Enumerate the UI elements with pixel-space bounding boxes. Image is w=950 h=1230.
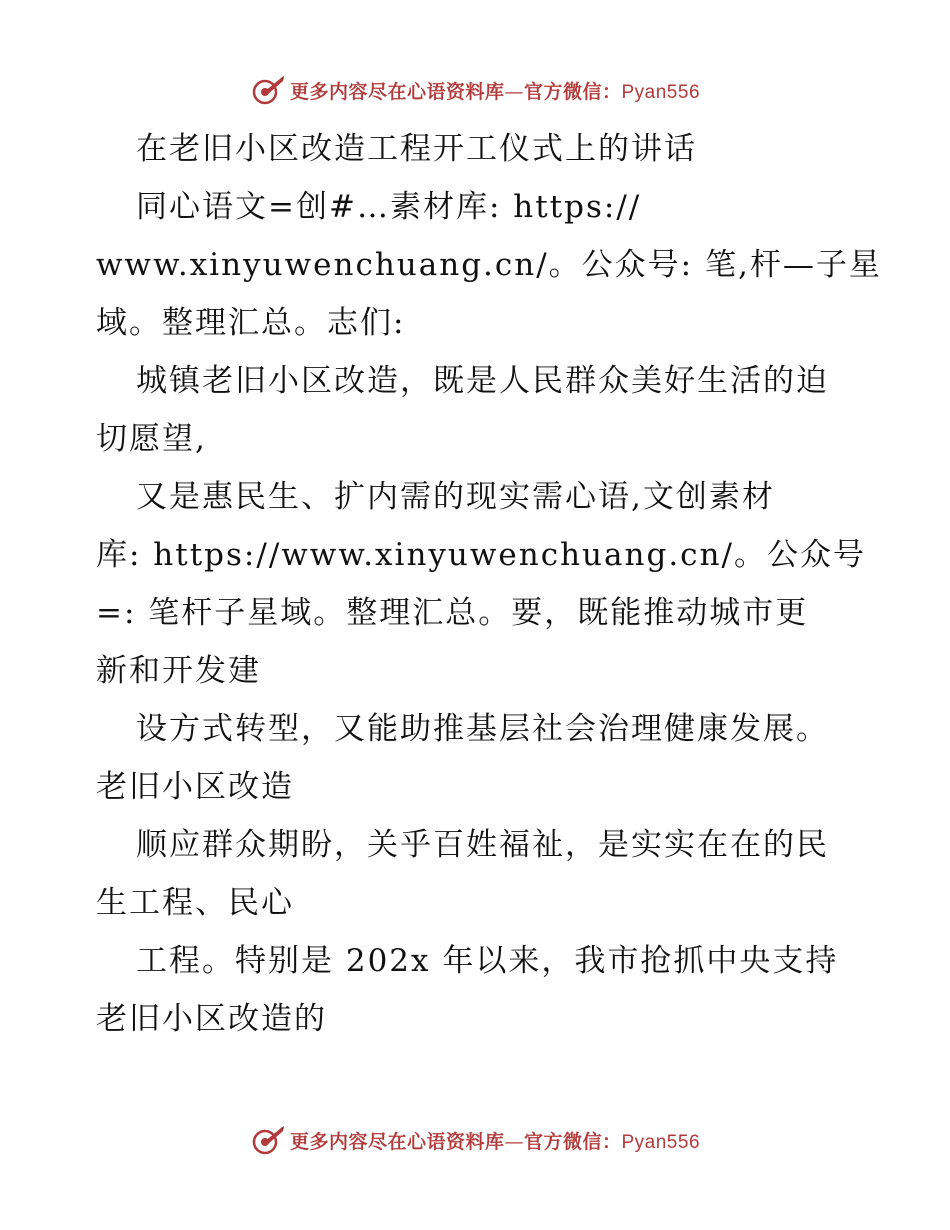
- banner-inner: [250, 74, 700, 106]
- text-line: 设方式转型，又能助推基层社会治理健康发展。: [136, 711, 829, 747]
- text-line: 同心语文=创#…素材库: https://: [136, 189, 642, 225]
- pen-logo-icon: [250, 1124, 286, 1156]
- text-line: 工程。特别是 202x 年以来，我市抢抓中央支持: [136, 943, 839, 979]
- text-line: 生工程、民心: [96, 885, 294, 921]
- banner-text-tail: 官方微信：: [523, 80, 622, 103]
- text-line: =: 笔杆子星域。整理汇总。要，既能推动城市更: [96, 595, 809, 631]
- text-line: 老旧小区改造: [96, 769, 294, 805]
- banner-dash: —: [504, 1130, 524, 1153]
- footer-banner: [0, 1120, 950, 1160]
- banner-text-main: 更多内容尽在心语资料库: [289, 80, 505, 103]
- text-line: 老旧小区改造的: [96, 1001, 327, 1037]
- banner-text-main: 更多内容尽在心语资料库: [289, 1130, 505, 1153]
- banner-wechat-id: Pyan556: [621, 1131, 701, 1153]
- text-line: 在老旧小区改造工程开工仪式上的讲话: [136, 131, 697, 167]
- banner-wechat-id: Pyan556: [621, 81, 701, 103]
- banner-text: [290, 77, 700, 104]
- banner-dash: —: [504, 80, 524, 103]
- banner-text: [290, 1127, 700, 1154]
- text-line: 又是惠民生、扩内需的现实需心语,文创素材: [136, 479, 775, 515]
- pen-logo-icon: [250, 74, 286, 106]
- text-line: 库: https://www.xinyuwenchuang.cn/。公众号: [96, 537, 866, 573]
- text-line: 域。整理汇总。志们:: [96, 305, 406, 341]
- text-line: 切愿望,: [96, 421, 207, 457]
- banner-text-tail: 官方微信：: [523, 1130, 622, 1153]
- document-body: [96, 120, 882, 1048]
- text-line: 城镇老旧小区改造，既是人民群众美好生活的迫: [136, 363, 829, 399]
- text-line: www.xinyuwenchuang.cn/。公众号: 笔,杆—子星: [96, 247, 882, 283]
- text-line: 新和开发建: [96, 653, 261, 689]
- banner-inner: [250, 1124, 700, 1156]
- text-line: 顺应群众期盼，关乎百姓福祉，是实实在在的民: [136, 827, 829, 863]
- header-banner: [0, 70, 950, 110]
